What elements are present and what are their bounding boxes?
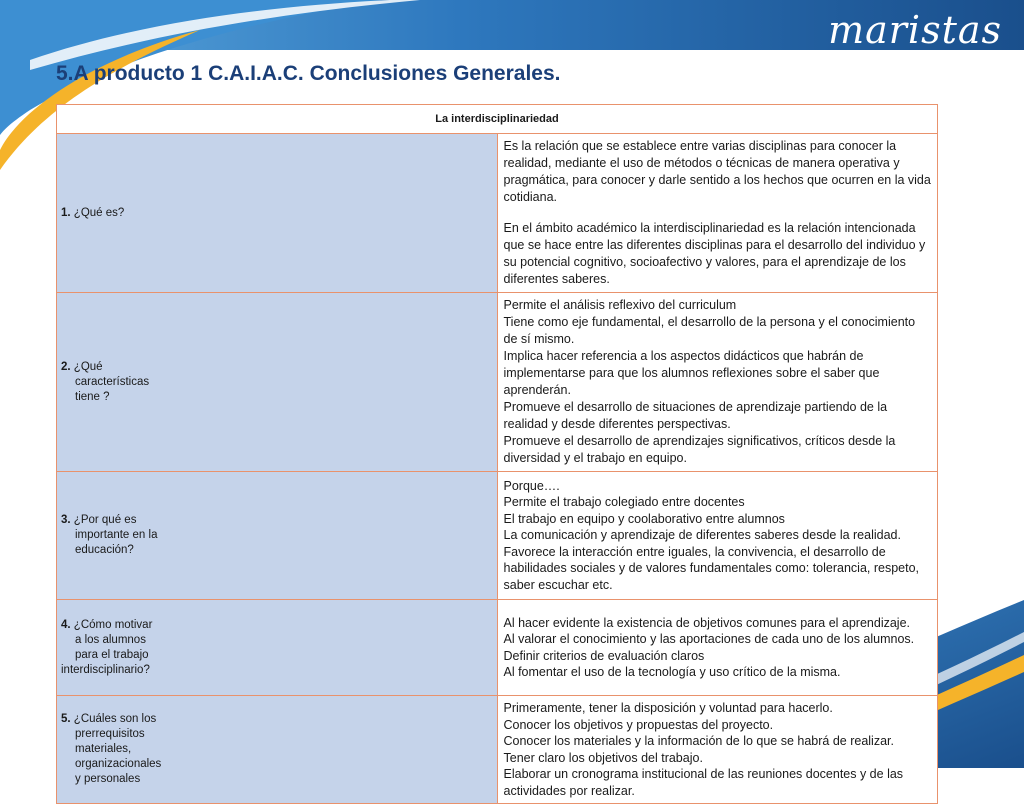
slide-title: 5.A producto 1 C.A.I.A.C. Conclusiones Generales. — [56, 62, 561, 85]
answer-text: Tiene como eje fundamental, el desarrollo de la persona y el conocimiento de sí mismo. — [503, 315, 916, 346]
answer-text: La comunicación y aprendizaje de diferentes saberes desde la realidad. — [503, 528, 901, 543]
answer-text: Promueve el desarrollo de aprendizajes significativos, críticos desde la diversidad y el trabajo en equipo. — [503, 434, 896, 465]
question-cell — [57, 600, 498, 696]
question-text: ¿Por qué es — [73, 514, 137, 526]
answer-text: Implica hacer referencia a los aspectos didácticos que habrán de implementarse para que los alumnos reflexiones sobre el saber que aprenderán. — [503, 349, 880, 397]
question-text: ¿Cómo motivar — [73, 618, 153, 631]
table-row — [57, 600, 938, 696]
question-cell — [57, 696, 498, 804]
maristas-logo: maristas — [828, 8, 1002, 52]
answer-cell — [497, 293, 938, 472]
question-text: y personales — [75, 773, 141, 785]
answer-text: Al fomentar el uso de la tecnología y uso crítico de la misma. — [503, 665, 841, 679]
question-number: 3. — [61, 514, 71, 526]
answer-text: Porque…. — [503, 478, 560, 493]
question-text: ¿Qué es? — [73, 206, 125, 219]
answer-cell — [497, 134, 938, 293]
table-row — [57, 696, 938, 804]
question-cell — [57, 472, 498, 600]
question-text: ¿Cuáles son los — [73, 713, 157, 725]
question-text: prerrequisitos — [75, 728, 145, 740]
answer-text: Permite el análisis reflexivo del curriculum — [503, 298, 737, 312]
table-row — [57, 472, 938, 600]
table-row — [57, 293, 938, 472]
question-text: importante en la — [75, 529, 158, 541]
answer-text: Favorece la interacción entre iguales, la convivencia, el desarrollo de habilidades sociales y de valores fundamentales como: tolerancia, respeto, saber escuchar etc. — [503, 544, 920, 592]
answer-text: Elaborar un cronograma institucional de las reuniones docentes y de las actividades por realizar. — [503, 767, 904, 798]
question-text: interdisciplinario? — [61, 663, 150, 676]
answer-text: Primeramente, tener la disposición y voluntad para hacerlo. — [503, 701, 833, 715]
question-text: tiene ? — [75, 390, 110, 403]
question-number: 5. — [61, 713, 71, 725]
question-cell — [57, 134, 498, 293]
question-number: 4. — [61, 618, 71, 631]
answer-cell — [497, 696, 938, 804]
answer-text: Conocer los objetivos y propuestas del proyecto. — [503, 717, 774, 732]
question-number: 1. — [61, 206, 71, 219]
question-number: 2. — [61, 360, 71, 373]
question-text: educación? — [75, 544, 134, 556]
question-text: organizacionales — [75, 758, 162, 770]
answer-text: Tener claro los objetivos del trabajo. — [503, 750, 703, 765]
answer-cell — [497, 472, 938, 600]
question-text: ¿Qué — [73, 360, 103, 373]
answer-text: En el ámbito académico la interdisciplinariedad es la relación intencionada que se hace entre las diferentes disciplinas para el desarrollo del individuo y su potencial cognitivo, socioafectivo y valores, para el aprendizaje de los diferentes saberes. — [503, 221, 926, 286]
question-text: materiales, — [75, 743, 132, 755]
answer-text: Al hacer evidente la existencia de objetivos comunes para el aprendizaje. — [503, 615, 910, 630]
answer-text: El trabajo en equipo y coolaborativo entre alumnos — [503, 511, 785, 526]
question-text: a los alumnos — [75, 633, 146, 646]
answer-text: Promueve el desarrollo de situaciones de aprendizaje partiendo de la realidad y desde diferentes perspectivas. — [503, 400, 888, 431]
answer-text: Permite el trabajo colegiado entre docentes — [503, 495, 745, 510]
question-text: características — [75, 375, 150, 388]
answer-text: Definir criterios de evaluación claros — [503, 648, 705, 663]
table-row — [57, 134, 938, 293]
answer-cell — [497, 600, 938, 696]
table-heading: La interdisciplinariedad — [57, 105, 938, 134]
answer-text: Conocer los materiales y la información de lo que se habrá de realizar. — [503, 734, 894, 748]
question-cell — [57, 293, 498, 472]
interdisciplinarity-table — [56, 104, 938, 804]
question-text: para el trabajo — [75, 648, 149, 661]
answer-text: Al valorar el conocimiento y las aportaciones de cada uno de los alumnos. — [503, 632, 915, 646]
table-heading-row — [57, 105, 938, 134]
answer-text: Es la relación que se establece entre varias disciplinas para conocer la realidad, mediante el uso de métodos o técnicas de manera operativa y pragmática, para conocer y darle sentido a los hechos que ocurren en la vida cotidiana. — [503, 139, 931, 204]
